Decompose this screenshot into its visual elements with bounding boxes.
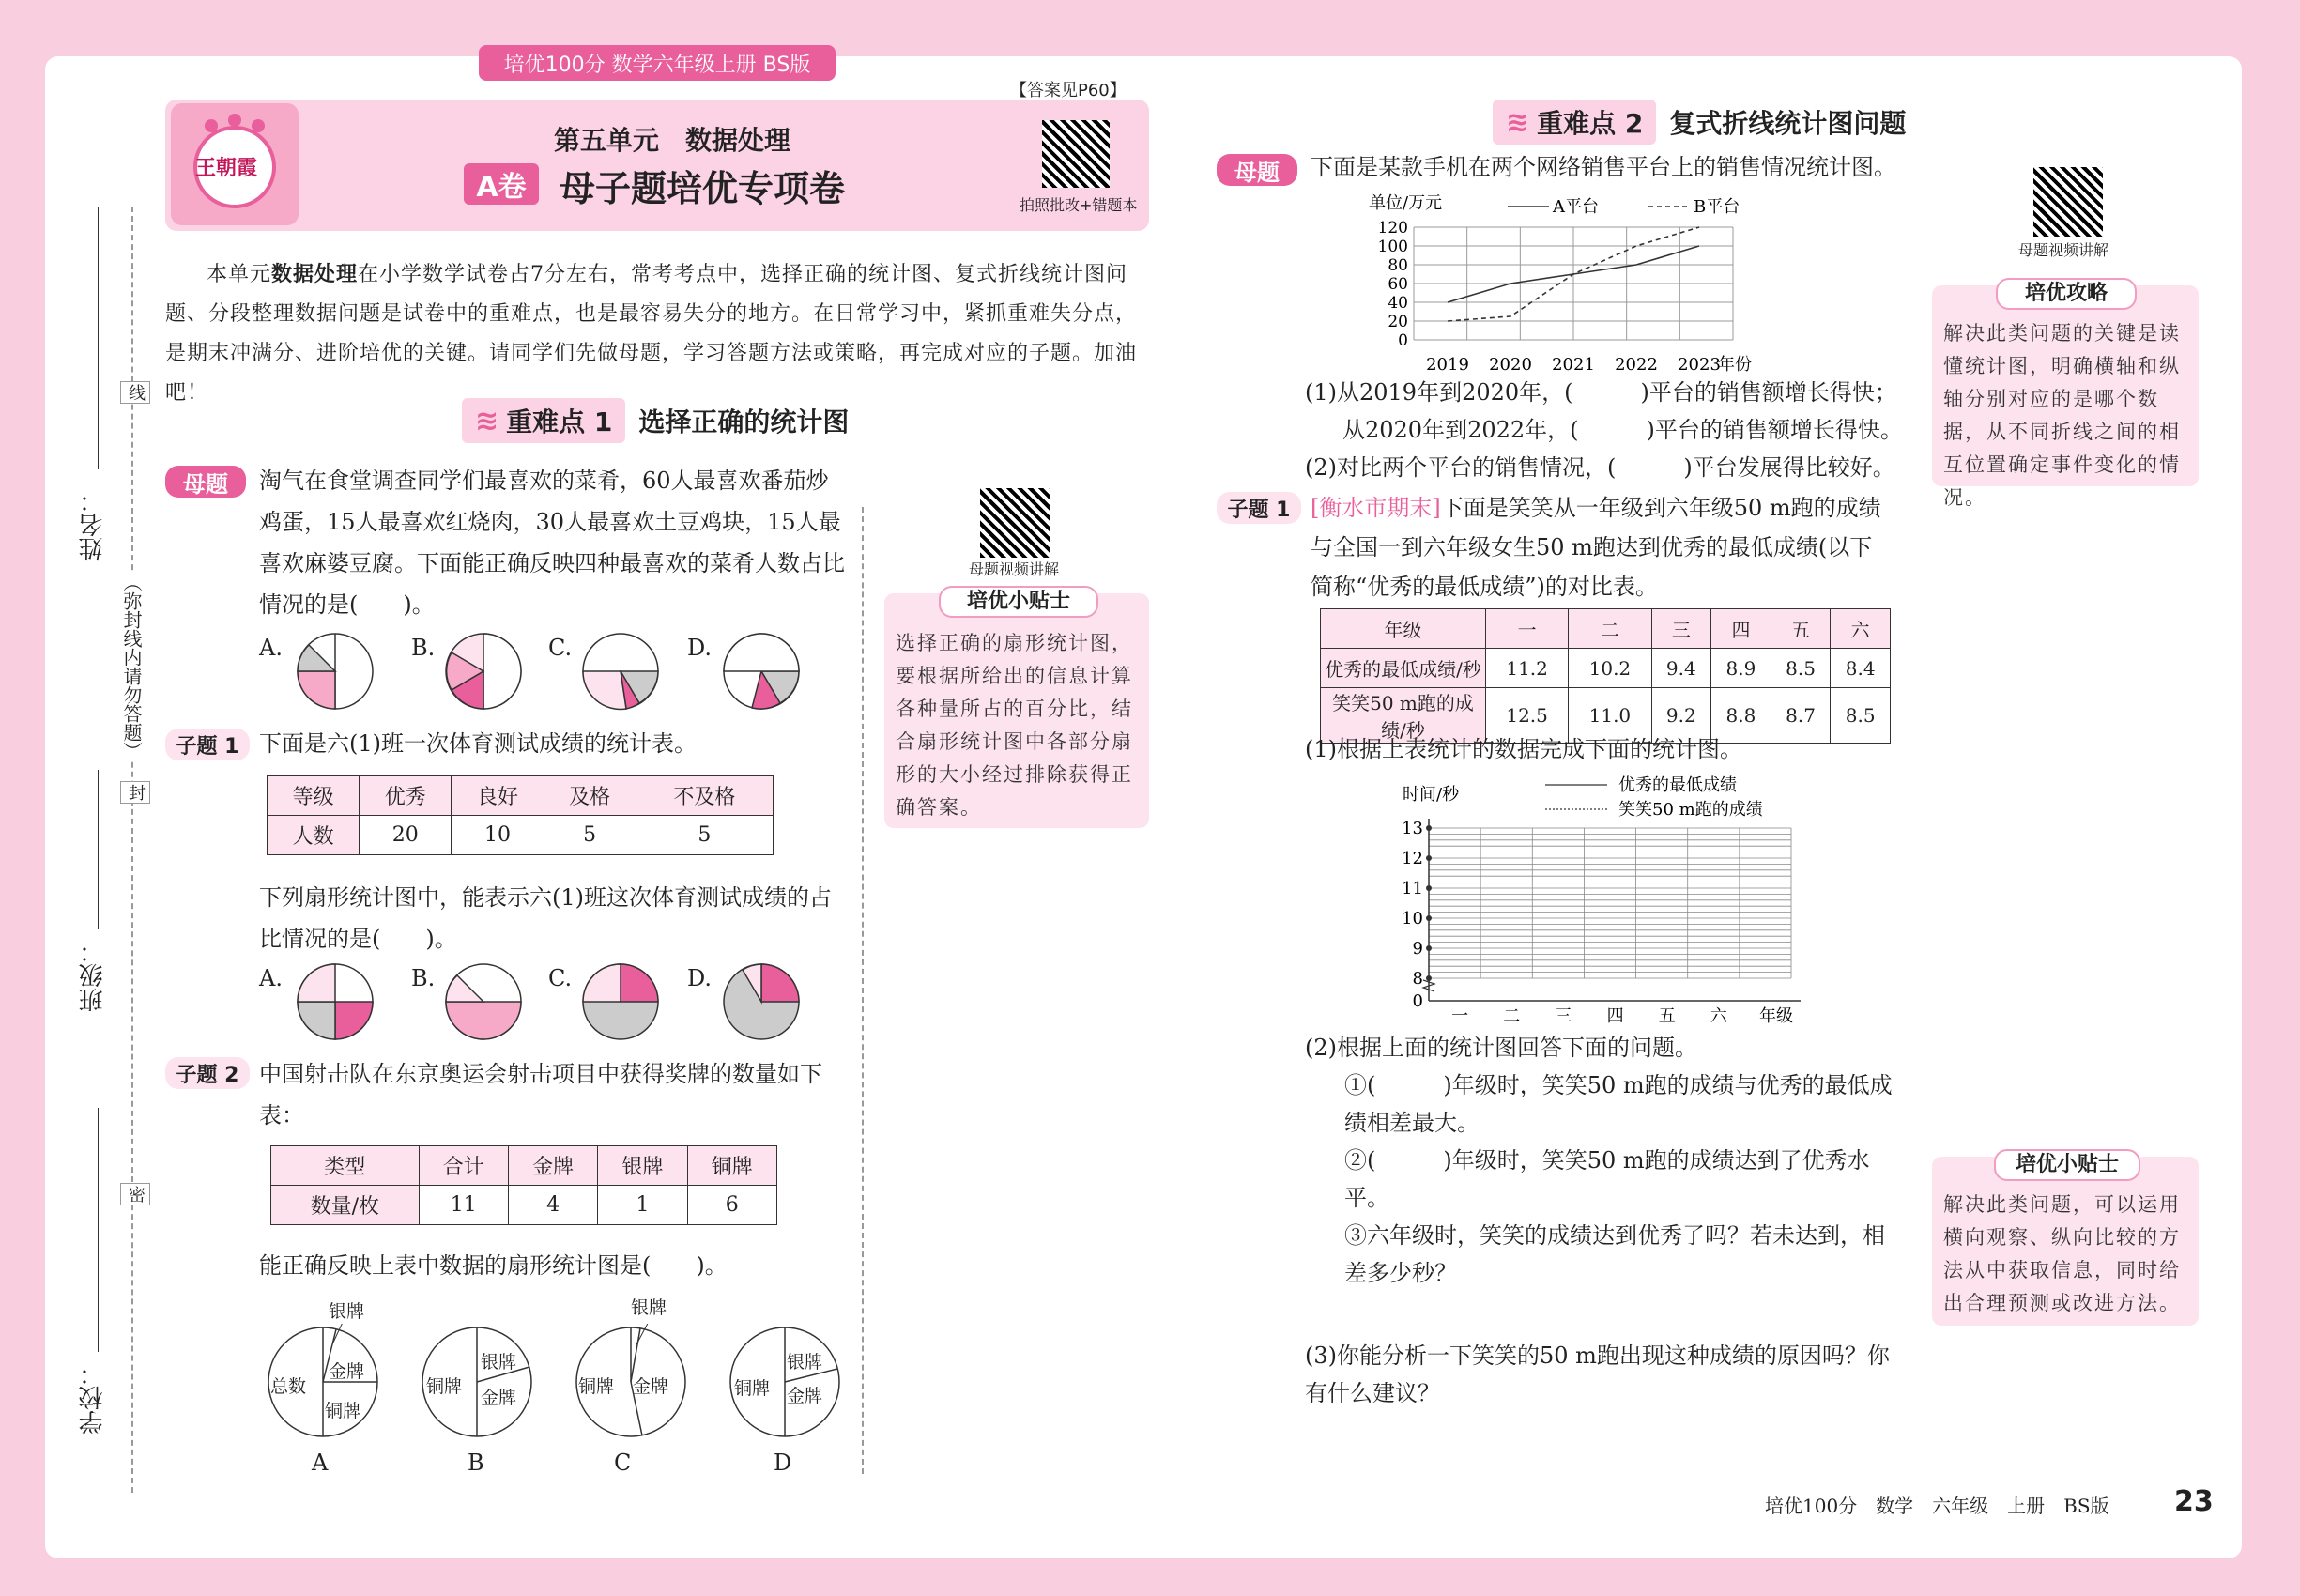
pie-label-silver: 银牌 — [329, 1301, 365, 1322]
x-tick-label: 三 — [1555, 1006, 1572, 1023]
pie-label-gold: 金牌 — [481, 1388, 517, 1408]
footer-text: 培优100分 数学 六年级 上册 BS版 — [1765, 1495, 2109, 1517]
unit-title: 第五单元 数据处理 — [554, 125, 791, 156]
table-cell: 8.5 — [1771, 649, 1831, 688]
section2-mother-tag: 母题 — [1217, 154, 1297, 186]
y-tick-label: 20 — [1388, 313, 1408, 331]
pie-label-bronze: 铜牌 — [325, 1401, 361, 1421]
x-tick-label: 五 — [1658, 1006, 1676, 1023]
y-tick-label: 13 — [1402, 819, 1423, 838]
pie-option-d[interactable] — [721, 961, 802, 1042]
s2-q2: (2)对比两个平台的销售情况，( )平台发展得比较好。 — [1305, 454, 1895, 481]
s2-child1-text — [1311, 488, 1893, 606]
table-row — [268, 776, 774, 816]
s2-q1b: 从2020年到2022年，( )平台的销售额增长得快。 — [1342, 417, 1903, 443]
section2-mother-text: 下面是某款手机在两个网络销售平台上的销售情况统计图。 — [1311, 154, 1896, 180]
s1-child2-table — [270, 1145, 777, 1225]
pie-label-gold: 金牌 — [329, 1361, 365, 1382]
y-tick-label: 0 — [1412, 991, 1423, 1011]
s1-child1-question: 下列扇形统计图中，能表示六(1)班这次体育测试成绩的占比情况的是( )。 — [259, 884, 832, 952]
table-cell: 六 — [1831, 609, 1891, 649]
secret-mark: 密 — [120, 1183, 150, 1205]
pie-letter-c: C — [614, 1450, 632, 1476]
table-cell: 10.2 — [1569, 649, 1651, 688]
pie-letter-a: A — [312, 1450, 329, 1476]
y-tick-label: 60 — [1388, 275, 1408, 294]
section1-qr-code[interactable] — [980, 488, 1050, 558]
section1-mother-text: 淘气在食堂调查同学们最喜欢的菜肴，60人最喜欢番茄炒鸡蛋，15人最喜欢红烧肉，30人最喜欢土豆鸡块，15人最喜欢麻婆豆腐。下面能正确反映四种最喜欢的菜肴人数占比情况的是( )。 — [259, 468, 845, 618]
child1-options — [259, 961, 832, 1055]
y-tick-dot — [1426, 975, 1432, 981]
table-cell: 及格 — [544, 776, 636, 816]
top-banner: 培优100分 数学六年级上册 BS版 — [479, 45, 836, 81]
table-cell: 等级 — [268, 776, 360, 816]
table-cell: 优秀的最低成绩/秒 — [1321, 649, 1486, 688]
y-tick-dot — [1426, 915, 1432, 921]
table-cell: 合计 — [419, 1146, 508, 1186]
s2-p3: (3)你能分析一下笑笑的50 m跑出现这种成绩的原因吗？你有什么建议？ — [1305, 1343, 1890, 1406]
table-cell: 20 — [360, 816, 452, 855]
pie-option-b[interactable] — [443, 961, 524, 1042]
qr-caption: 拍照批改+错题本 — [1020, 196, 1138, 214]
x-tick-label: 六 — [1710, 1006, 1727, 1023]
section2-tip-body: 解决此类问题，可以运用横向观察、纵向比较的方法从中获取信息，同时给出合理预测或改进方法。 — [1943, 1193, 2181, 1314]
y-tick-label: 0 — [1398, 331, 1408, 350]
table-cell: 11.0 — [1569, 688, 1651, 744]
x-tick-label: 2019 — [1426, 355, 1469, 375]
table-cell: 年级 — [1321, 609, 1486, 649]
pie-option-c[interactable] — [580, 631, 661, 712]
pie-label-bronze: 铜牌 — [426, 1376, 463, 1397]
y-tick-label: 100 — [1377, 238, 1408, 256]
section1-mother-tag: 母题 — [165, 466, 246, 498]
table-cell: 数量/枚 — [271, 1186, 420, 1225]
table-cell: 五 — [1771, 609, 1831, 649]
table-cell: 良好 — [452, 776, 544, 816]
legend-entry: 笑笑50 m跑的成绩 — [1618, 800, 1763, 820]
x-axis-label: 年级 — [1759, 1006, 1793, 1023]
running-time-grid-chart[interactable] — [1389, 770, 1821, 1023]
section1-tip-body: 选择正确的扇形统计图，要根据所给出的信息计算各种量所占的百分比，结合扇形统计图中各部分扇形的大小经过排除获得正确答案。 — [896, 632, 1133, 819]
section2-qr-code[interactable] — [2033, 167, 2103, 237]
table-row — [268, 816, 774, 855]
answer-ref: 【答案见P60】 — [1010, 81, 1127, 100]
table-cell: 1 — [598, 1186, 687, 1225]
pie-label-gold: 金牌 — [787, 1386, 823, 1406]
y-tick-label: 11 — [1402, 879, 1423, 898]
table-cell: 8.5 — [1831, 688, 1891, 744]
y-tick-label: 9 — [1412, 939, 1423, 959]
strategy-title: 培优攻略 — [1996, 278, 2137, 310]
s1-child2-text: 中国射击队在东京奥运会射击项目中获得奖牌的数量如下表： — [259, 1061, 822, 1128]
section1-heading — [462, 398, 849, 443]
table-cell: 8.4 — [1831, 649, 1891, 688]
pie-option-c[interactable] — [580, 961, 661, 1042]
s1-child1-table — [267, 775, 774, 855]
paper-title: 母子题培优专项卷 — [560, 168, 846, 209]
s2-p2c: ③六年级时，笑笑的成绩达到优秀了吗？若未达到，相差多少秒？ — [1344, 1222, 1885, 1286]
table-cell: 5 — [636, 816, 773, 855]
pie-label-gold: 金牌 — [633, 1376, 669, 1397]
intro-text-2: 在小学数学试卷占7分左右，常考考点中，选择正确的统计图、复式折线统计图问题、分段整理数据问题是试卷中的重难点，也是最容易失分的地方。在日常学习中，紧抓重难失分点，是期末冲满分、进阶培优的关键。请同学们先做母题，学习答题方法或策略，再完成对应的子题。加油吧！ — [165, 263, 1138, 405]
pie-option-b[interactable] — [443, 631, 524, 712]
option-label-a[interactable]: A. — [259, 635, 283, 661]
seal-mark: 封 — [120, 781, 150, 804]
section2-heading — [1493, 100, 1906, 145]
y-tick-dot — [1426, 945, 1432, 951]
table-cell: 6 — [687, 1186, 776, 1225]
grade-comparison-table — [1320, 608, 1891, 744]
y-tick-dot — [1426, 825, 1432, 831]
table-cell: 11 — [419, 1186, 508, 1225]
table-cell: 4 — [508, 1186, 597, 1225]
pie-label-bronze: 铜牌 — [578, 1376, 615, 1397]
answer-qr-code[interactable] — [1042, 120, 1110, 188]
y-tick-label: 12 — [1402, 849, 1423, 868]
x-tick-label: 二 — [1503, 1006, 1521, 1023]
s2-p2b: ②( )年级时，笑笑50 m跑的成绩达到了优秀水平。 — [1344, 1147, 1870, 1211]
y-tick-label: 80 — [1388, 256, 1408, 275]
paper-tag: A卷 — [464, 163, 539, 205]
section2-qr-caption: 母题视频讲解 — [2018, 241, 2109, 259]
section1-badge-label: 重难点 1 — [506, 407, 613, 437]
strategy-body: 解决此类问题的关键是读懂统计图，明确横轴和纵轴分别对应的是哪个数据，从不同折线之间的相互位置确定事件变化的情况。 — [1943, 322, 2181, 509]
table-row — [271, 1186, 777, 1225]
table-cell: 三 — [1651, 609, 1711, 649]
waves-icon: ≋ — [1506, 105, 1530, 139]
section2-title: 复式折线统计图问题 — [1669, 108, 1907, 139]
x-tick-label: 2022 — [1615, 355, 1658, 375]
class-underline — [98, 770, 99, 929]
table-cell: 9.4 — [1651, 649, 1711, 688]
pie-option-a[interactable] — [295, 961, 376, 1042]
option-label-c[interactable]: C. — [548, 635, 573, 661]
publisher-logo — [171, 103, 299, 225]
section1-qr-caption: 母题视频讲解 — [969, 560, 1060, 578]
option-label-c[interactable]: C. — [548, 965, 573, 991]
table-cell: 12.5 — [1486, 688, 1569, 744]
option-label-d[interactable]: D. — [687, 965, 713, 991]
pie-option-a[interactable] — [295, 631, 376, 712]
intro-paragraph — [165, 255, 1157, 413]
pie-label-silver: 银牌 — [631, 1297, 667, 1318]
s2-p2: (2)根据上面的统计图回答下面的问题。 — [1305, 1035, 1697, 1061]
section1-badge — [462, 398, 625, 443]
line-mark: 线 — [120, 381, 150, 404]
y-tick-label: 40 — [1388, 294, 1408, 313]
pie-letter-d: D — [774, 1450, 792, 1476]
y-tick-dot — [1426, 885, 1432, 891]
table-cell: 笑笑50 m跑的成绩/秒 — [1321, 688, 1486, 744]
pie-label-silver: 银牌 — [787, 1352, 823, 1373]
table-cell: 10 — [452, 816, 544, 855]
x-tick-label: 2023 — [1678, 355, 1721, 375]
logo-text: 王朝霞 — [195, 157, 258, 180]
option-label-d[interactable]: D. — [687, 635, 713, 661]
table-cell: 11.2 — [1486, 649, 1569, 688]
intro-text-1: 本单元 — [207, 263, 272, 286]
section1-divider — [862, 507, 864, 1474]
y-tick-dot — [1426, 855, 1432, 861]
section1-title: 选择正确的统计图 — [638, 407, 850, 437]
table-cell: 铜牌 — [687, 1146, 776, 1186]
name-label: 姓名： — [79, 488, 107, 561]
medal-pies — [259, 1286, 851, 1483]
s2-p1: (1)根据上表统计的数据完成下面的统计图。 — [1305, 736, 1742, 762]
section2-badge — [1493, 100, 1656, 145]
pie-option-d[interactable] — [721, 631, 802, 712]
table-row — [1321, 649, 1891, 688]
table-row — [1321, 609, 1891, 649]
option-label-a[interactable]: A. — [259, 965, 283, 991]
s2-child1-body: 下面是笑笑从一年级到六年级50 m跑的成绩与全国一到六年级女生50 m跑达到优秀的最低成绩(以下简称“优秀的最低成绩”)的对比表。 — [1311, 495, 1881, 600]
table-cell: 5 — [544, 816, 636, 855]
option-label-b[interactable]: B. — [411, 635, 436, 661]
s2-p2a: ①( )年级时，笑笑50 m跑的成绩与优秀的最低成绩相差最大。 — [1344, 1072, 1893, 1136]
table-cell: 类型 — [271, 1146, 420, 1186]
waves-icon: ≋ — [475, 404, 499, 437]
no-answer-note: （弥封线内请勿答题） — [120, 573, 143, 760]
s2-child1-tag: 子题 1 — [1217, 492, 1301, 524]
legend-entry: A平台 — [1553, 197, 1599, 217]
section2-badge-label: 重难点 2 — [1537, 108, 1644, 139]
binding-sidebar — [56, 207, 160, 1502]
option-label-b[interactable]: B. — [411, 965, 436, 991]
y-tick-label: 10 — [1402, 909, 1423, 928]
pie-label-bronze: 铜牌 — [734, 1378, 771, 1399]
table-cell: 8.7 — [1771, 688, 1831, 744]
y-axis-label: 时间/秒 — [1403, 785, 1460, 805]
x-tick-label: 一 — [1451, 1006, 1469, 1023]
table-cell: 优秀 — [360, 776, 452, 816]
section1-tip-title: 培优小贴士 — [939, 586, 1098, 618]
y-tick-label: 120 — [1377, 219, 1408, 238]
page-number: 23 — [2174, 1485, 2214, 1518]
table-cell: 人数 — [268, 816, 360, 855]
table-cell: 9.2 — [1651, 688, 1711, 744]
table-cell: 8.8 — [1711, 688, 1771, 744]
legend-entry: 优秀的最低成绩 — [1618, 775, 1737, 795]
school-underline — [98, 1108, 99, 1352]
y-tick-label: 8 — [1412, 969, 1423, 989]
s1-child2-tag: 子题 2 — [165, 1057, 250, 1089]
x-axis-label: 年份 — [1718, 355, 1752, 375]
table-cell: 一 — [1486, 609, 1569, 649]
class-label: 班级： — [79, 939, 107, 1012]
school-label: 学校： — [79, 1361, 107, 1435]
pie-letter-b: B — [468, 1450, 484, 1476]
table-cell: 银牌 — [598, 1146, 687, 1186]
pie-label-total: 总数 — [270, 1376, 307, 1397]
table-cell: 8.9 — [1711, 649, 1771, 688]
s1-child1-text: 下面是六(1)班一次体育测试成绩的统计表。 — [259, 730, 697, 757]
mother1-options — [259, 631, 832, 725]
name-underline — [98, 207, 99, 469]
table-cell: 金牌 — [508, 1146, 597, 1186]
x-tick-label: 四 — [1606, 1006, 1624, 1023]
platform-sales-line-chart — [1367, 188, 1780, 376]
s1-child1-tag: 子题 1 — [165, 729, 250, 760]
table-row — [271, 1146, 777, 1186]
axis-break-mark — [1423, 980, 1434, 991]
table-cell: 二 — [1569, 609, 1651, 649]
s1-child2-question: 能正确反映上表中数据的扇形统计图是( )。 — [259, 1252, 728, 1279]
intro-bold: 数据处理 — [271, 263, 359, 286]
table-cell: 不及格 — [636, 776, 773, 816]
x-tick-label: 2020 — [1489, 355, 1532, 375]
legend-entry: B平台 — [1694, 197, 1740, 217]
s2-child1-source: [衡水市期末] — [1311, 495, 1441, 521]
section2-tip-title: 培优小贴士 — [1994, 1149, 2140, 1181]
pie-label-silver: 银牌 — [481, 1352, 517, 1373]
s2-q1a: (1)从2019年到2020年，( )平台的销售额增长得快； — [1305, 379, 1897, 406]
x-tick-label: 2021 — [1552, 355, 1595, 375]
y-axis-label: 单位/万元 — [1369, 193, 1443, 213]
table-cell: 四 — [1711, 609, 1771, 649]
